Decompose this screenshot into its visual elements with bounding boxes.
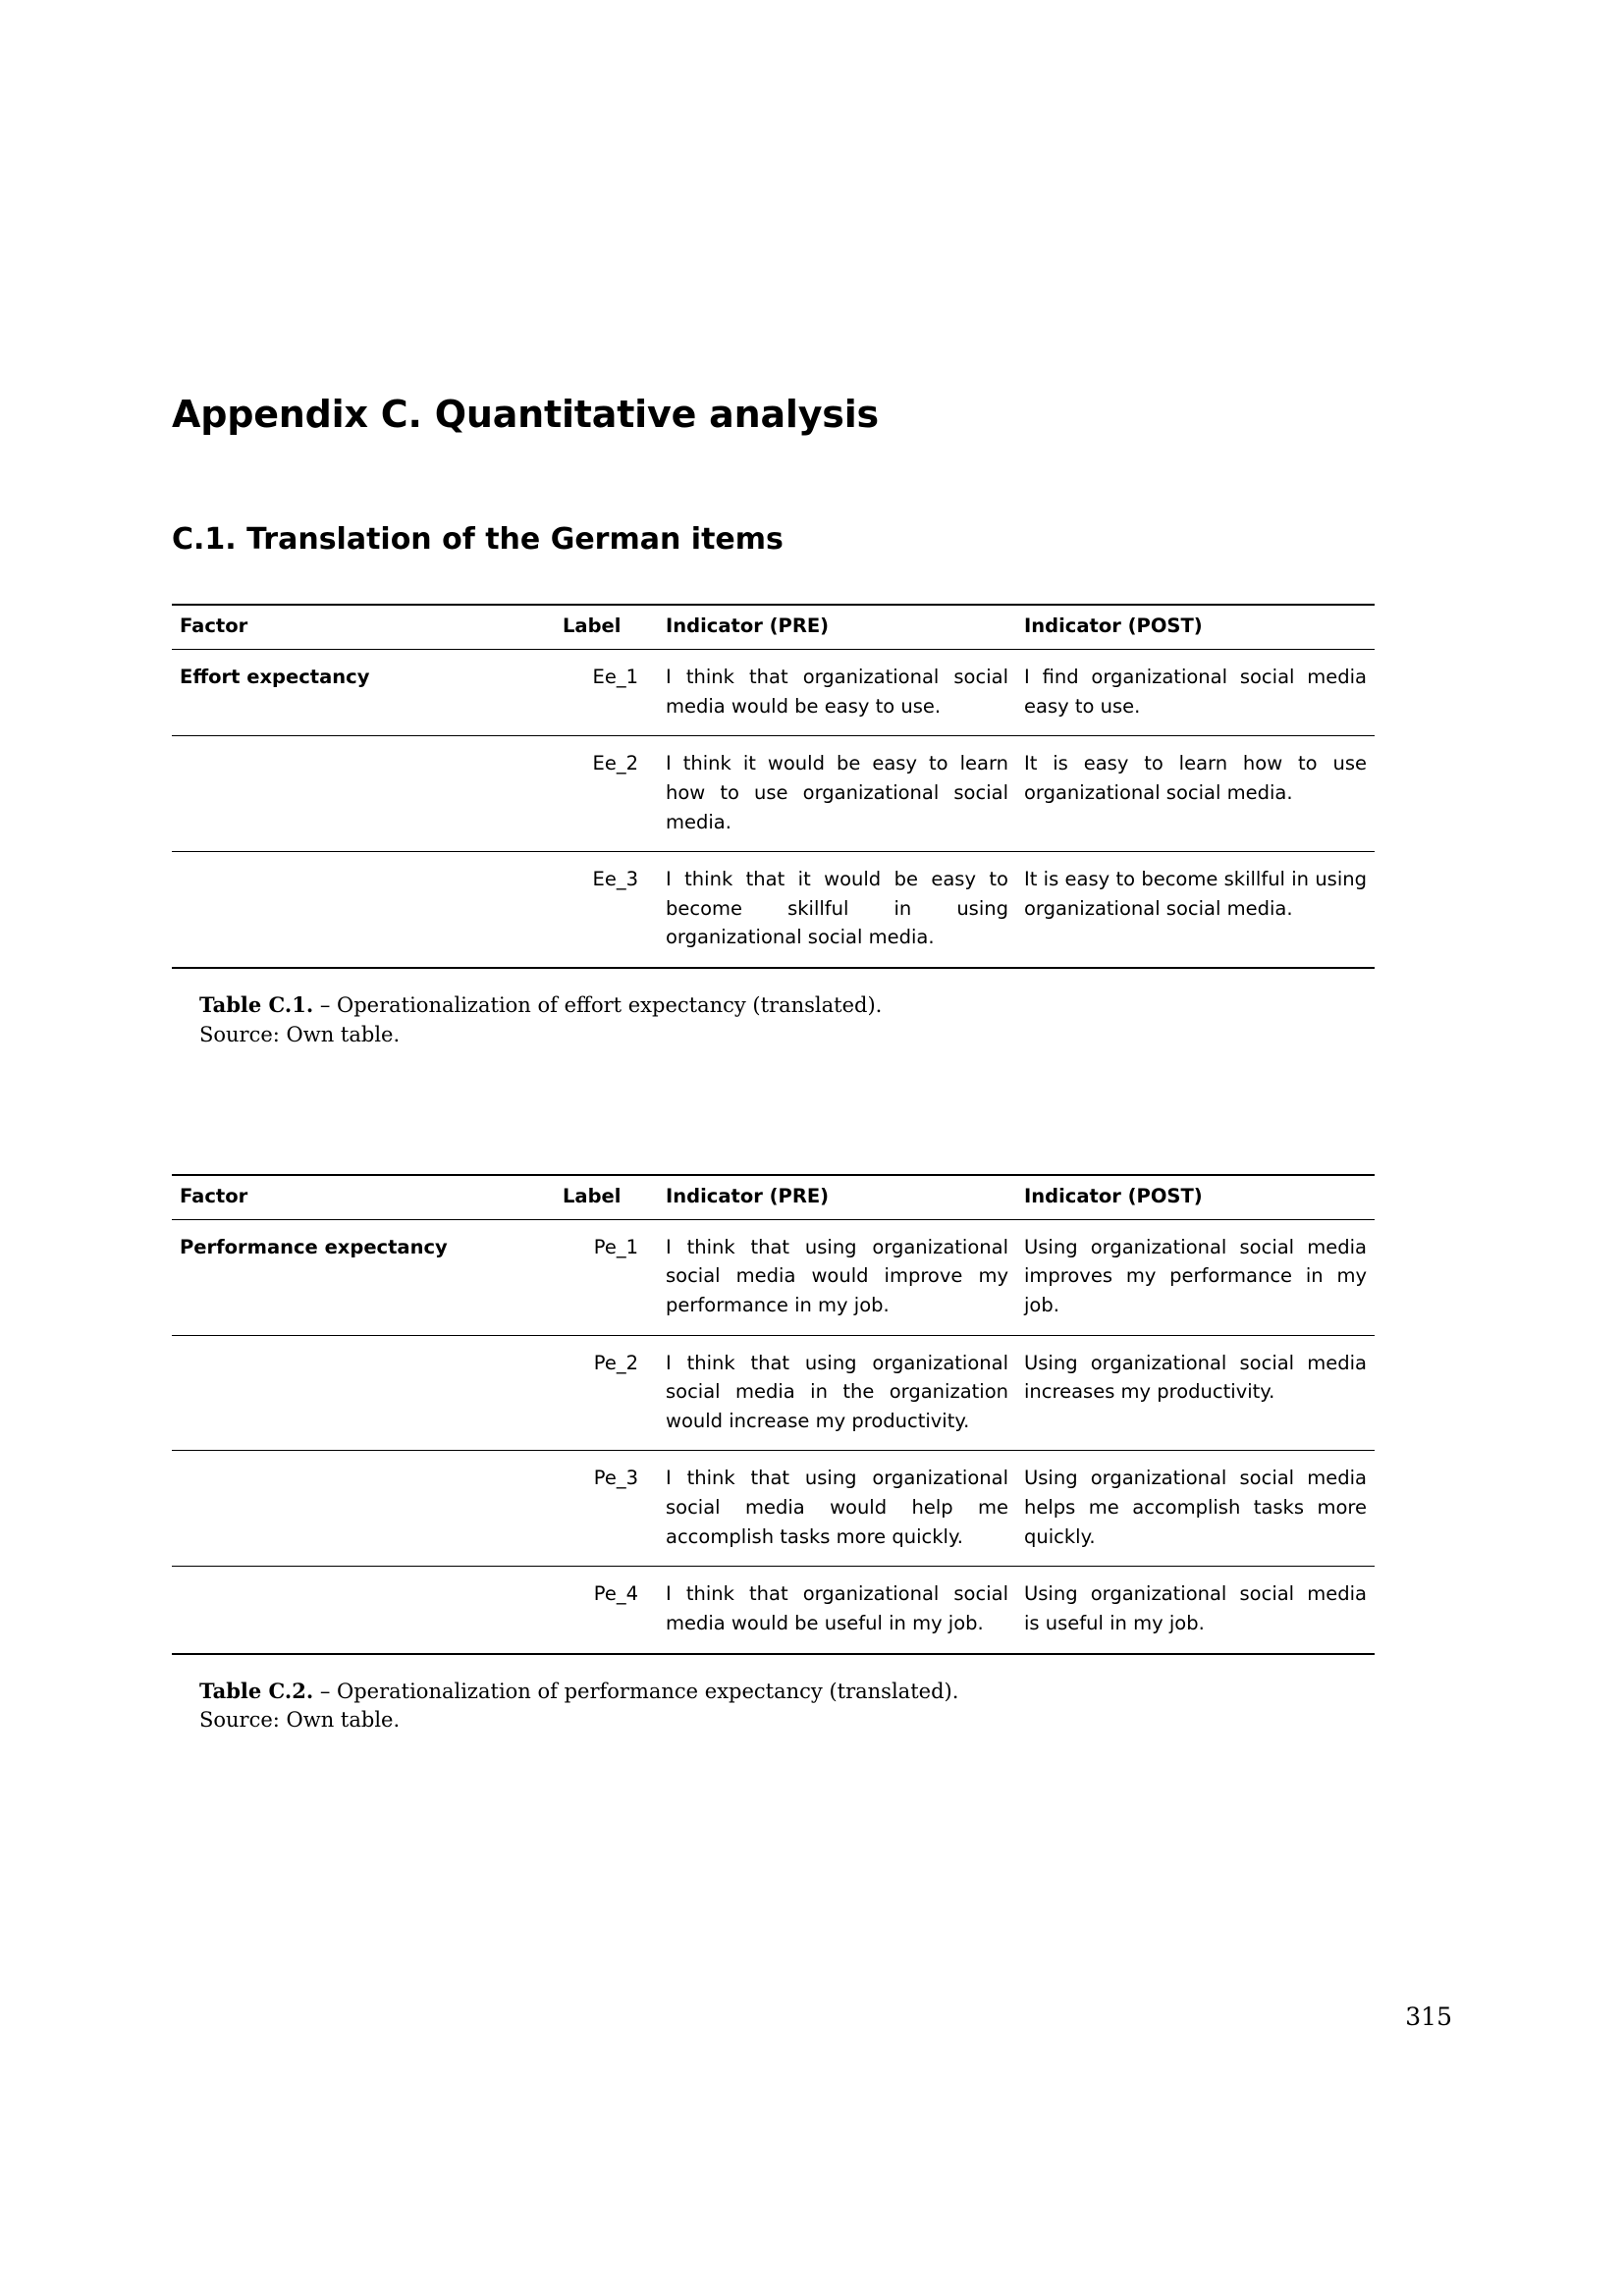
cell-indicator-pre: I think that organizational social media would be useful in my job. — [658, 1567, 1016, 1654]
cell-factor: Performance expectancy — [180, 1235, 448, 1258]
cell-factor: Effort expectancy — [180, 666, 370, 688]
cell-label: Pe_1 — [593, 1235, 638, 1258]
column-header-label: Label — [555, 605, 658, 650]
table-row — [172, 1451, 1375, 1567]
column-header-indicator-post: Indicator (POST) — [1016, 605, 1375, 650]
cell-label: Pe_3 — [555, 1451, 658, 1567]
cell-label: Ee_1 — [592, 666, 638, 688]
cell-factor — [172, 1335, 555, 1451]
column-header-indicator-post: Indicator (POST) — [1016, 1175, 1375, 1220]
caption-source: Source: Own table. — [199, 1708, 401, 1733]
caption-source: Source: Own table. — [199, 1022, 401, 1046]
cell-indicator-post: Using organizational social media helps me accomplish tasks more quickly. — [1016, 1451, 1375, 1567]
cell-indicator-pre: I think that it would be easy to become skillful in using organizational social media. — [658, 852, 1016, 968]
cell-factor — [172, 852, 555, 968]
spacer — [172, 1050, 1375, 1127]
cell-indicator-pre: I think that organizational social media would be easy to use. — [666, 666, 1008, 718]
table-row — [172, 736, 1375, 852]
appendix-title: Appendix C. Quantitative analysis — [172, 393, 879, 436]
page-number: 315 — [1405, 2002, 1452, 2031]
column-header-factor: Factor — [172, 1175, 555, 1220]
caption-label: Table C.1. — [199, 992, 314, 1017]
cell-factor — [172, 736, 555, 852]
table-caption — [199, 1677, 1358, 1736]
cell-label: Ee_3 — [555, 852, 658, 968]
caption-text: – Operationalization of performance expectancy (translated). — [319, 1679, 959, 1703]
caption-text: – Operationalization of effort expectancy (translated). — [319, 993, 883, 1017]
table-effort-expectancy — [172, 604, 1375, 969]
page-content — [172, 393, 1375, 1735]
cell-label: Pe_4 — [555, 1567, 658, 1654]
cell-indicator-pre: I think it would be easy to learn how to use organizational social media. — [658, 736, 1016, 852]
column-header-factor: Factor — [172, 605, 555, 650]
caption-label: Table C.2. — [199, 1678, 314, 1703]
cell-indicator-pre: I think that using organizational social media would help me accomplish tasks more quickly. — [658, 1451, 1016, 1567]
table-header-row — [172, 1175, 1375, 1220]
cell-indicator-post: It is easy to learn how to use organizational social media. — [1016, 736, 1375, 852]
cell-indicator-pre: I think that using organizational social media would improve my performance in my job. — [666, 1235, 1008, 1316]
table-caption — [199, 990, 1358, 1050]
cell-indicator-post: Using organizational social media is useful in my job. — [1016, 1567, 1375, 1654]
column-header-indicator-pre: Indicator (PRE) — [658, 1175, 1016, 1220]
cell-indicator-post: I find organizational social media easy to use. — [1024, 666, 1367, 718]
table-row — [172, 1567, 1375, 1654]
cell-factor — [172, 1451, 555, 1567]
table-row — [172, 1219, 1375, 1335]
cell-label: Ee_2 — [555, 736, 658, 852]
cell-label: Pe_2 — [555, 1335, 658, 1451]
table-performance-expectancy — [172, 1174, 1375, 1655]
cell-factor — [172, 1567, 555, 1654]
column-header-indicator-pre: Indicator (PRE) — [658, 605, 1016, 650]
cell-indicator-post: Using organizational social media improves my performance in my job. — [1024, 1235, 1367, 1316]
table-row — [172, 852, 1375, 968]
column-header-label: Label — [555, 1175, 658, 1220]
table-row — [172, 1335, 1375, 1451]
cell-indicator-post: It is easy to become skillful in using organizational social media. — [1016, 852, 1375, 968]
table-header-row — [172, 605, 1375, 650]
table-row — [172, 650, 1375, 736]
cell-indicator-post: Using organizational social media increases my productivity. — [1016, 1335, 1375, 1451]
cell-indicator-pre: I think that using organizational social media in the organization would increase my productivity. — [658, 1335, 1016, 1451]
section-title: C.1. Translation of the German items — [172, 522, 784, 557]
